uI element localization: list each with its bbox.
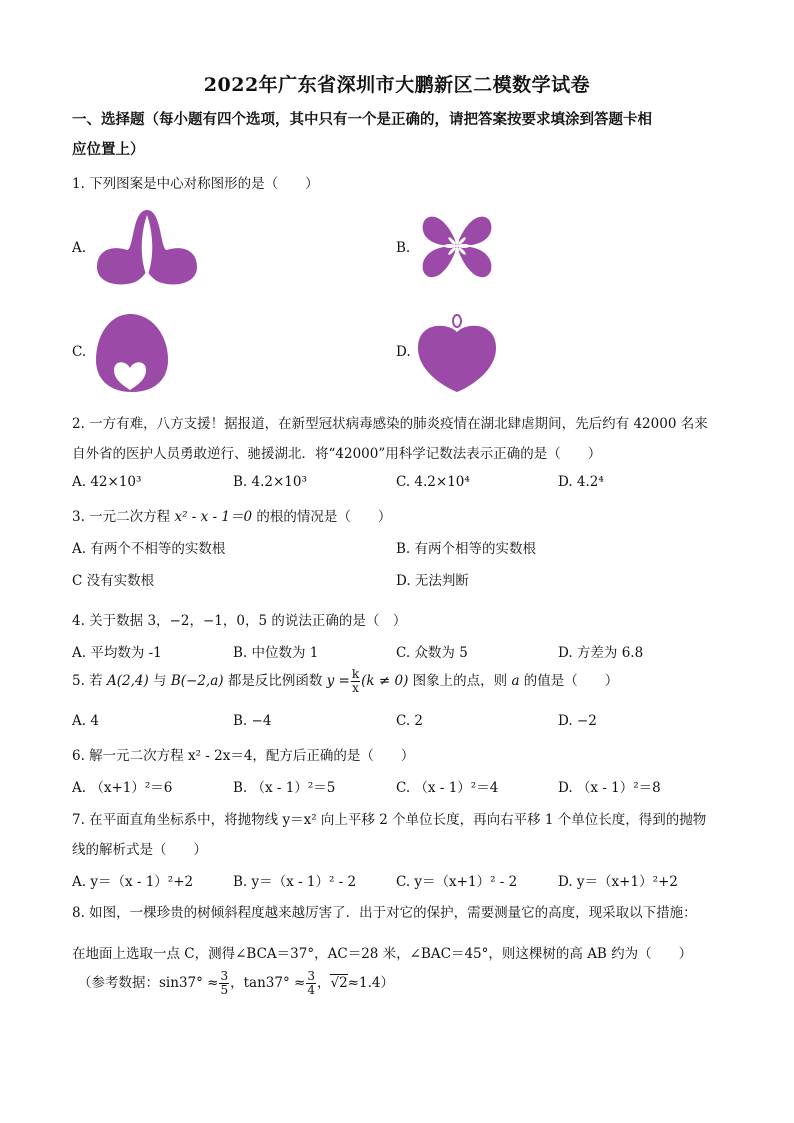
heart-with-bud-figure xyxy=(412,310,502,395)
question-5-option-d: D. −2 xyxy=(558,713,597,729)
question-5-stem-part3: 都是反比例函数 xyxy=(223,673,327,689)
question-6-option-a: A. （x+1）²＝6 xyxy=(72,780,173,796)
question-8-tan-numerator: 3 xyxy=(307,969,315,983)
page-title: 2022年广东省深圳市大鹏新区二模数学试卷 xyxy=(203,74,591,96)
section-heading-line1: 一、选择题（每小题有四个选项，其中只有一个是正确的，请把答案按要求填涂到答题卡相 xyxy=(72,111,652,128)
question-5-stem-part4: 图象上的点，则 xyxy=(408,673,512,689)
question-5-option-b: B. −4 xyxy=(233,713,272,729)
question-4-option-d: D. 方差为 6.8 xyxy=(558,645,644,661)
question-8-ref-part3: ， xyxy=(316,975,331,991)
question-4-option-a: A. 平均数为 -1 xyxy=(72,645,162,661)
question-2-option-b: B. 4.2×10³ xyxy=(233,474,307,490)
leaf-shape-figure xyxy=(92,205,202,290)
question-8-reference-data xyxy=(78,970,394,997)
question-2-line2: 自外省的医护人员勇敢逆行、驰援湖北．将“42000”用科学记数法表示正确的是（ ） xyxy=(72,446,602,462)
question-8-sin-denominator: 5 xyxy=(220,983,229,997)
question-5-fraction xyxy=(351,668,360,695)
question-7-option-a: A. y＝（x - 1）²+2 xyxy=(72,874,194,890)
question-1-option-d-label: D. xyxy=(396,344,411,360)
question-5-stem xyxy=(72,668,618,695)
question-3-option-d: D. 无法判断 xyxy=(396,573,469,589)
question-2-option-c: C. 4.2×10⁴ xyxy=(396,474,470,490)
question-7-option-b: B. y＝（x - 1）² - 2 xyxy=(233,874,357,890)
question-5-variable: a xyxy=(511,673,520,689)
question-5-point-b: B(−2,a) xyxy=(170,673,224,689)
question-7-line1: 7. 在平面直角坐标系中，将抛物线 y＝x² 向上平移 2 个单位长度，再向右平移 1 个单位长度，得到的抛物 xyxy=(72,812,707,828)
question-8-sin-fraction xyxy=(219,970,229,997)
question-5-fraction-numerator: k xyxy=(351,667,360,681)
question-8-ref-part4: ≈1.4） xyxy=(347,975,394,991)
question-1-option-c-label: C. xyxy=(72,344,87,360)
question-7-option-d: D. y＝（x+1）²+2 xyxy=(558,874,678,890)
question-3-option-a: A. 有两个不相等的实数根 xyxy=(72,541,226,557)
four-petal-flower-figure xyxy=(415,208,500,286)
question-1-stem: 1. 下列图案是中心对称图形的是（ ） xyxy=(72,176,319,192)
section-heading-line2: 应位置上） xyxy=(72,141,145,158)
question-5-option-a: A. 4 xyxy=(72,713,99,729)
question-8-tan-fraction xyxy=(306,970,316,997)
question-8-line2: 在地面上选取一点 C，测得∠BCA＝37°，AC＝28 米，∠BAC＝45°，则这棵树的高 AB 约为（ ） xyxy=(72,946,693,962)
question-8-ref-part2: ，tan37° ≈ xyxy=(230,975,306,991)
question-5-function-lhs: y = xyxy=(326,673,350,689)
question-6-option-b: B. （x - 1）²＝5 xyxy=(233,780,336,796)
question-7-option-c: C. y＝（x+1）² - 2 xyxy=(396,874,518,890)
question-5-stem-part2: 与 xyxy=(148,673,171,689)
question-8-line1: 8. 如图，一棵珍贵的树倾斜程度越来越厉害了．出于对它的保护，需要测量它的高度，现采取以下措施： xyxy=(72,905,697,921)
egg-with-heart-figure xyxy=(92,310,172,395)
question-3-stem-start: 3. 一元二次方程 xyxy=(72,509,175,525)
question-8-sin-numerator: 3 xyxy=(220,969,229,983)
question-6-option-d: D. （x - 1）²＝8 xyxy=(558,780,661,796)
question-2-line1: 2. 一方有难，八方支援！据报道，在新型冠状病毒感染的肺炎疫情在湖北肆虐期间，先后约有 42000 名来 xyxy=(72,416,708,432)
question-5-condition: (k ≠ 0) xyxy=(361,673,409,689)
question-6-stem: 6. 解一元二次方程 x² - 2x＝4，配方后正确的是（ ） xyxy=(72,748,415,764)
question-1-option-a-label: A. xyxy=(72,240,87,256)
question-3-stem-end: 的根的情况是（ ） xyxy=(252,509,392,525)
question-4-option-b: B. 中位数为 1 xyxy=(233,645,319,661)
question-3-equation: x² - x - 1＝0 xyxy=(174,509,253,525)
question-4-stem: 4. 关于数据 3，−2，−1，0，5 的说法正确的是（ ） xyxy=(72,613,407,629)
question-3-option-b: B. 有两个相等的实数根 xyxy=(396,541,537,557)
question-5-stem-part1: 5. 若 xyxy=(72,673,107,689)
question-3-stem xyxy=(72,505,391,525)
question-8-tan-denominator: 4 xyxy=(307,983,315,997)
question-4-option-c: C. 众数为 5 xyxy=(396,645,468,661)
question-8-sqrt: √2 xyxy=(330,975,348,991)
question-8-ref-part1: （参考数据：sin37° ≈ xyxy=(78,975,219,991)
question-5-stem-part5: 的值是（ ） xyxy=(519,673,619,689)
question-2-option-a: A. 42×10³ xyxy=(72,474,142,490)
question-5-fraction-denominator: x xyxy=(352,681,359,695)
question-7-line2: 线的解析式是（ ） xyxy=(72,842,207,858)
question-1-option-b-label: B. xyxy=(396,240,411,256)
question-3-option-c: C 没有实数根 xyxy=(72,573,155,589)
question-2-option-d: D. 4.2⁴ xyxy=(558,474,604,490)
question-5-option-c: C. 2 xyxy=(396,713,424,729)
question-6-option-c: C. （x - 1）²＝4 xyxy=(396,780,499,796)
question-5-point-a: A(2,4) xyxy=(106,673,149,689)
